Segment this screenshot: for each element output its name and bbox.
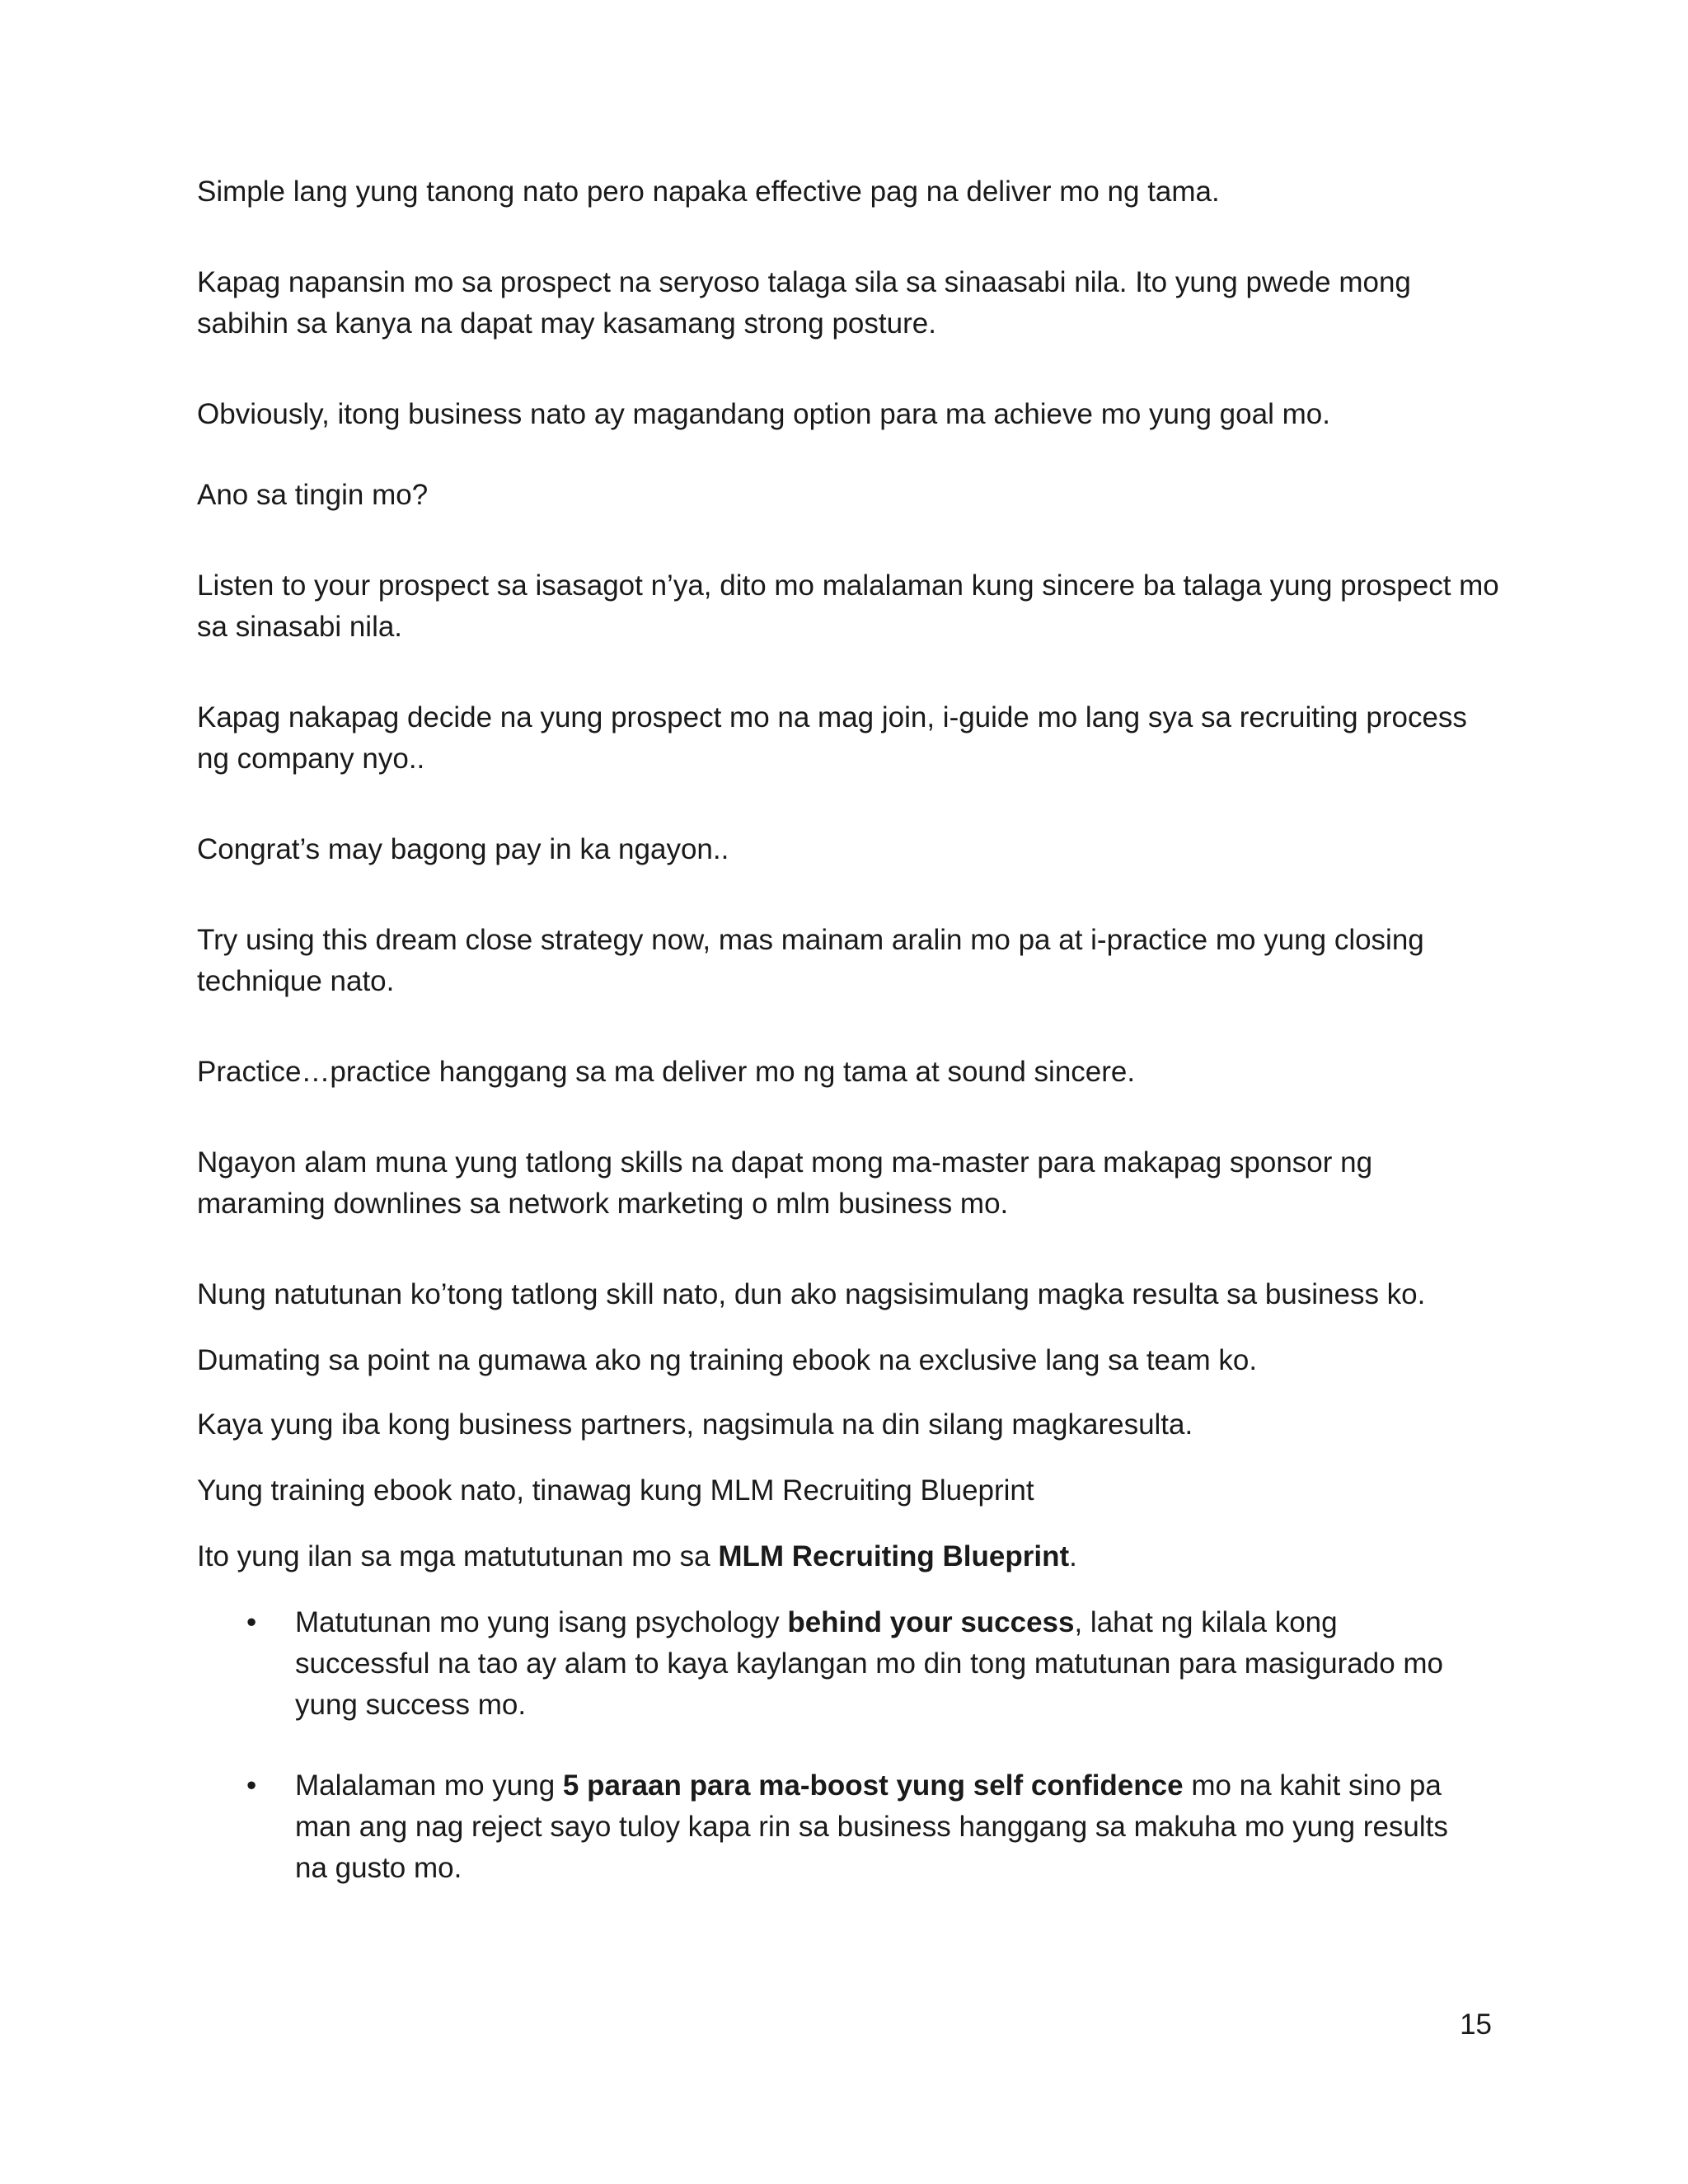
intro-line-text: Ito yung ilan sa mga matututunan mo sa [197, 1540, 719, 1572]
bullet-1-end: , lahat ng kilala kong successful na tao ay alam to kaya kaylangan mo din tong matutunan para masigurado mo yung success mo. [295, 1606, 1444, 1721]
paragraph-10: Ngayon alam muna yung tatlong skills na dapat mong ma-master para makapag sponsor ng maraming downlines sa network marketing o mlm business mo. [197, 1146, 1373, 1220]
paragraph-8: Try using this dream close strategy now, mas mainam aralin mo pa at i-practice mo yung closing technique nato. [197, 924, 1424, 997]
paragraph-9: Practice…practice hanggang sa ma deliver mo ng tama at sound sincere. [197, 1056, 1136, 1088]
bullet-icon: • [246, 1769, 257, 1802]
bullet-2-bold: 5 paraan para ma-boost yung self confidence [562, 1769, 1184, 1802]
paragraph-14: Yung training ebook nato, tinawag kung MLM Recruiting Blueprint [197, 1474, 1034, 1507]
paragraph-11: Nung natutunan ko’tong tatlong skill nato, dun ako nagsisimulang magka resulta sa business ko. [197, 1278, 1426, 1310]
bullet-1-text: Matutunan mo yung isang psychology [295, 1606, 788, 1638]
paragraph-7: Congrat’s may bagong pay in ka ngayon.. [197, 833, 729, 865]
bullet-2-text: Malalaman mo yung [295, 1769, 563, 1802]
bullet-text-2 [295, 1765, 1465, 1889]
page-number: 15 [1460, 2008, 1492, 2041]
bullet-text-1 [295, 1602, 1465, 1726]
intro-line [197, 1536, 1499, 1577]
paragraph-1: Simple lang yung tanong nato pero napaka effective pag na deliver mo ng tama. [197, 176, 1220, 208]
paragraph-12: Dumating sa point na gumawa ako ng training ebook na exclusive lang sa team ko. [197, 1344, 1258, 1376]
bullet-icon: • [246, 1606, 257, 1638]
paragraph-13: Kaya yung iba kong business partners, nagsimula na din silang magkaresulta. [197, 1408, 1193, 1441]
paragraph-2: Kapag napansin mo sa prospect na seryoso talaga sila sa sinaasabi nila. Ito yung pwede mong sabihin sa kanya na dapat may kasamang strong posture. [197, 266, 1411, 340]
bullet-2-end: mo na kahit sino pa man ang nag reject sayo tuloy kapa rin sa business hanggang sa makuha mo yung results na gusto mo. [295, 1769, 1448, 1884]
paragraph-6: Kapag nakapag decide na yung prospect mo na mag join, i-guide mo lang sya sa recruiting process ng company nyo.. [197, 701, 1467, 775]
intro-line-bold: MLM Recruiting Blueprint [718, 1540, 1070, 1572]
paragraph-4: Ano sa tingin mo? [197, 479, 429, 511]
paragraph-5: Listen to your prospect sa isasagot n’ya, dito mo malalaman kung sincere ba talaga yung prospect mo sa sinasabi nila. [197, 569, 1499, 643]
paragraph-3: Obviously, itong business nato ay magandang option para ma achieve mo yung goal mo. [197, 398, 1330, 430]
bullet-1-bold: behind your success [787, 1606, 1075, 1638]
intro-line-end: . [1069, 1540, 1077, 1572]
